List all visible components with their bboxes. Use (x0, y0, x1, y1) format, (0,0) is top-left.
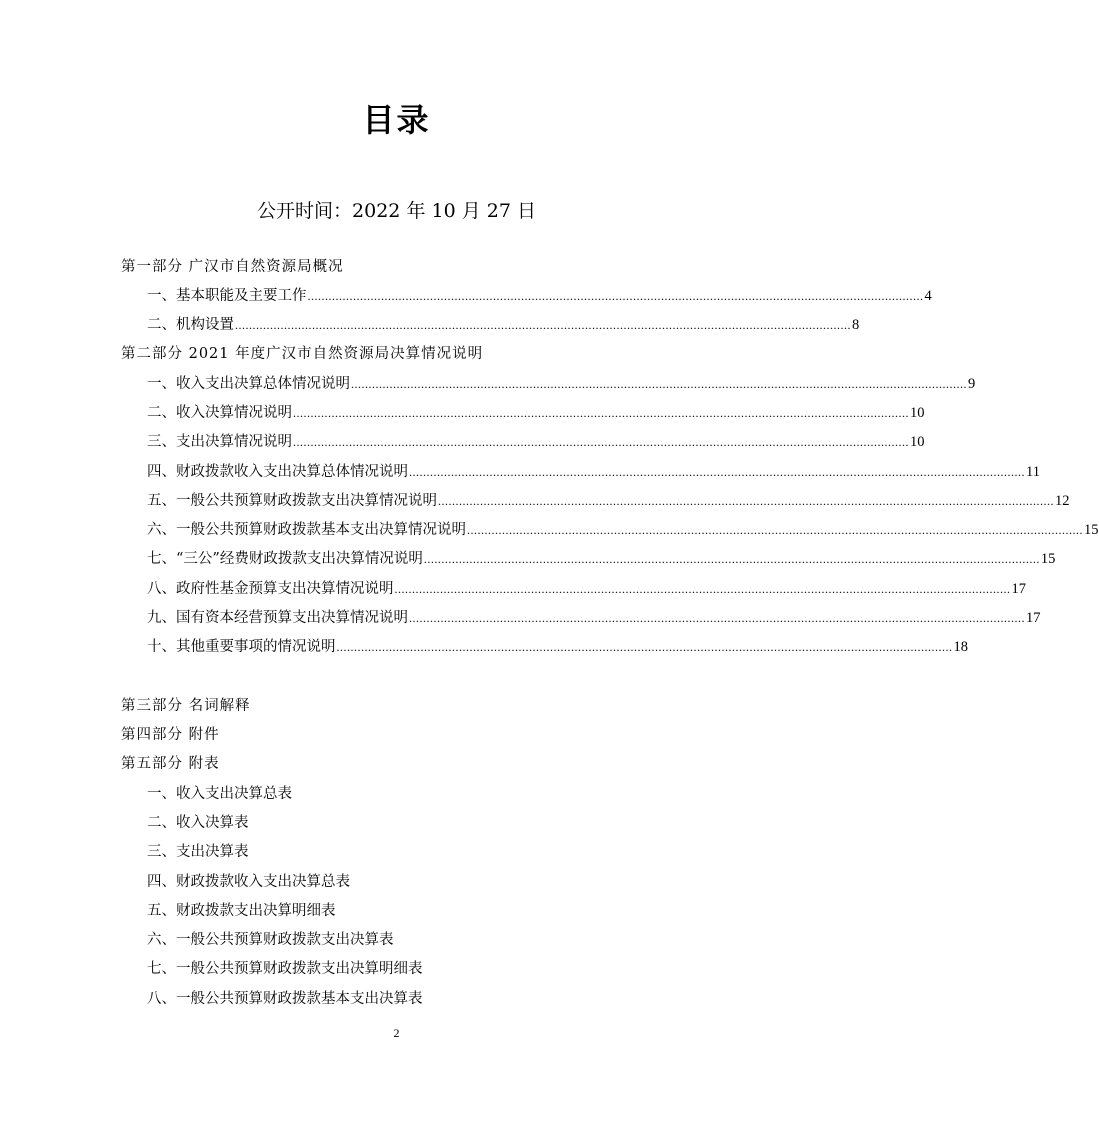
toc-entry-label: 六、一般公共预算财政拨款基本支出决算情况说明 (147, 522, 466, 538)
appendix-table-item: 六、一般公共预算财政拨款支出决算表 (147, 932, 394, 948)
toc-entry-label: 一、收入支出决算总体情况说明 (147, 376, 350, 392)
toc-entry[interactable] (147, 373, 976, 395)
toc-entry-page: 17 (1011, 581, 1026, 597)
toc-leader-dots: ................................................................................................................................................................................ (336, 640, 953, 654)
page-number: 2 (393, 1026, 400, 1040)
toc-entry-label: 二、机构设置 (147, 317, 234, 333)
toc-entry-label: 三、支出决算情况说明 (147, 434, 292, 450)
appendix-table-item: 一、收入支出决算总表 (147, 786, 292, 802)
toc-entry-page: 15 (1084, 522, 1099, 538)
toc-leader-dots: ................................................................................................................................................................................ (423, 552, 1040, 566)
toc-entry-page: 18 (953, 639, 968, 655)
toc-entry[interactable] (147, 285, 932, 307)
toc-entry-label: 七、“三公”经费财政拨款支出决算情况说明 (147, 551, 423, 567)
toc-entry-page: 15 (1040, 551, 1056, 567)
appendix-table-item: 二、收入决算表 (147, 815, 249, 831)
toc-entry-label: 一、基本职能及主要工作 (147, 288, 307, 304)
toc-leader-dots: ................................................................................................................................................................................ (394, 582, 1011, 596)
toc-entry-label: 八、政府性基金预算支出决算情况说明 (147, 581, 394, 597)
toc-leader-dots: ................................................................................................................................................................................ (467, 523, 1083, 537)
toc-entry[interactable] (147, 431, 925, 453)
appendix-table-item: 三、支出决算表 (147, 844, 249, 860)
toc-entry-label: 二、收入决算情况说明 (147, 405, 292, 421)
toc-entry[interactable] (147, 519, 1099, 541)
toc-leader-dots: ................................................................................................................................................................................ (293, 406, 909, 420)
appendix-table-item: 五、财政拨款支出决算明细表 (147, 903, 336, 919)
toc-entry-page: 4 (924, 288, 932, 304)
toc-entry[interactable] (147, 636, 968, 658)
toc-leader-dots: ................................................................................................................................................................................ (438, 494, 1054, 508)
toc-entry-page: 8 (852, 317, 860, 333)
part-heading-5: 第五部分 附表 (121, 756, 220, 772)
toc-entry-label: 四、财政拨款收入支出决算总体情况说明 (147, 464, 408, 480)
toc-entry[interactable] (147, 578, 1026, 600)
toc-entry-page: 17 (1026, 610, 1041, 626)
toc-entry-page: 9 (968, 376, 976, 392)
toc-leader-dots: ................................................................................................................................................................................ (409, 465, 1025, 479)
appendix-table-item: 七、一般公共预算财政拨款支出决算明细表 (147, 961, 423, 977)
toc-leader-dots: ................................................................................................................................................................................ (235, 318, 851, 332)
toc-entry-page: 10 (910, 434, 925, 450)
toc-leader-dots: ................................................................................................................................................................................ (307, 289, 924, 303)
toc-entry[interactable] (147, 314, 860, 336)
toc-entry[interactable] (147, 402, 925, 424)
part-heading-1: 第一部分 广汉市自然资源局概况 (121, 259, 344, 275)
part-heading-2: 第二部分 2021 年度广汉市自然资源局决算情况说明 (121, 346, 484, 362)
toc-entry[interactable] (147, 548, 1056, 570)
page-title: 目录 (362, 101, 431, 139)
publication-date: 公开时间：2022 年 10 月 27 日 (257, 200, 536, 222)
toc-entry-page: 10 (910, 405, 925, 421)
toc-entry[interactable] (147, 490, 1070, 512)
toc-entry-page: 11 (1026, 464, 1040, 480)
toc-leader-dots: ................................................................................................................................................................................ (351, 377, 967, 391)
toc-leader-dots: ................................................................................................................................................................................ (409, 611, 1025, 625)
toc-entry-label: 五、一般公共预算财政拨款支出决算情况说明 (147, 493, 437, 509)
part-heading-3: 第三部分 名词解释 (121, 698, 251, 714)
part-heading-4: 第四部分 附件 (121, 727, 220, 743)
toc-leader-dots: ................................................................................................................................................................................ (293, 435, 909, 449)
toc-entry-label: 九、国有资本经营预算支出决算情况说明 (147, 610, 408, 626)
appendix-table-item: 八、一般公共预算财政拨款基本支出决算表 (147, 991, 423, 1007)
toc-entry[interactable] (147, 607, 1041, 629)
appendix-table-item: 四、财政拨款收入支出决算总表 (147, 874, 350, 890)
toc-entry-label: 十、其他重要事项的情况说明 (147, 639, 336, 655)
toc-entry-page: 12 (1055, 493, 1070, 509)
toc-entry[interactable] (147, 461, 1040, 483)
